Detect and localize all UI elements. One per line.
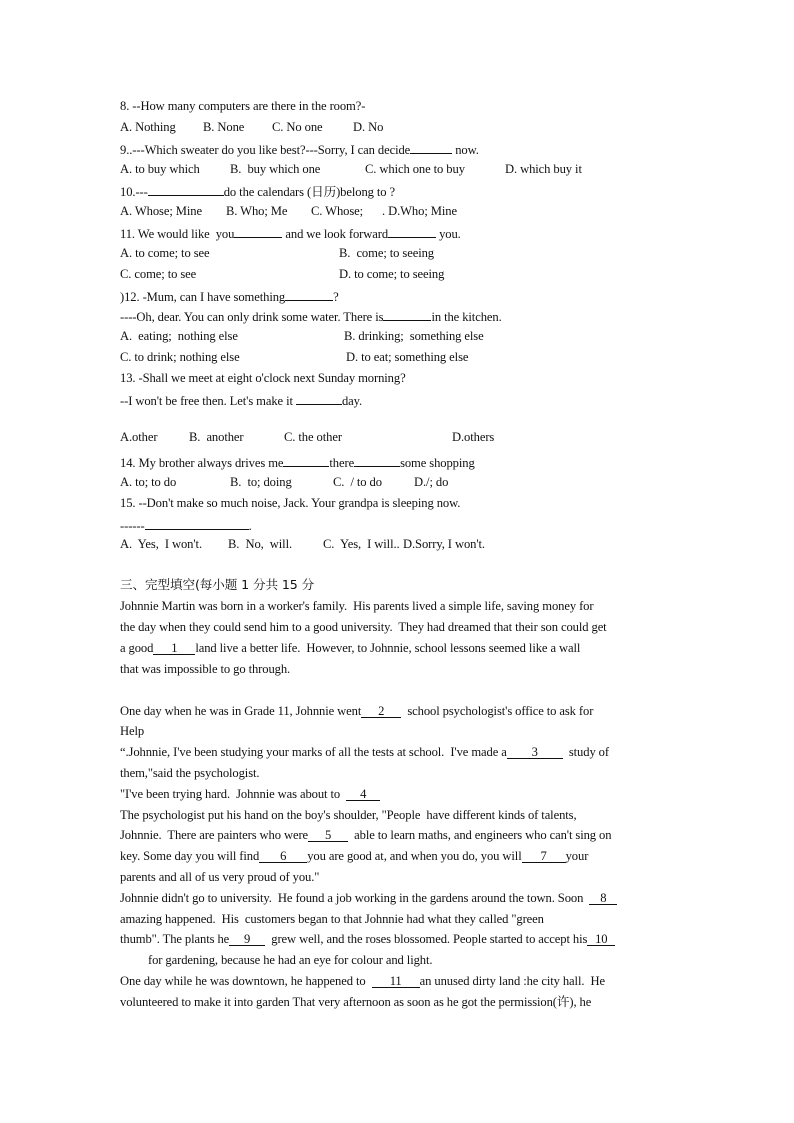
passage-line: parents and all of us very proud of you." xyxy=(120,870,320,884)
option-a: A.other xyxy=(120,430,158,444)
cloze-blank-6: 6 xyxy=(259,848,307,863)
passage-line: “.Johnnie, I've been studying your marks of all the tests at school. I've made a 3 study of xyxy=(120,745,609,759)
option-a: A. Yes, I won't. xyxy=(120,537,202,551)
answer-blank xyxy=(383,307,431,321)
option-c: C. No one xyxy=(272,120,323,134)
question-12-line2: ----Oh, dear. You can only drink some water. There is in the kitchen. xyxy=(120,307,502,325)
answer-blank xyxy=(285,287,333,301)
option-d: . D.Who; Mine xyxy=(382,204,457,218)
answer-blank xyxy=(283,453,329,467)
cloze-blank-5: 5 xyxy=(308,827,348,842)
option-b: B. No, will. xyxy=(228,537,293,551)
answer-blank xyxy=(296,391,342,405)
option-a: A. to come; to see xyxy=(120,246,210,260)
option-c: C. to drink; nothing else xyxy=(120,350,240,364)
passage-line: amazing happened. His customers began to that Johnnie had what they called "green xyxy=(120,912,544,926)
passage-line: Help xyxy=(120,724,145,738)
section-heading: 三、完型填空(每小题 1 分共 15 分 xyxy=(120,577,315,592)
option-d: D. to come; to seeing xyxy=(339,267,445,281)
cloze-blank-10: 10 xyxy=(587,931,615,946)
option-b: B. come; to seeing xyxy=(339,246,434,260)
passage-line: Johnnie Martin was born in a worker's family. His parents lived a simple life, saving money for xyxy=(120,599,594,613)
answer-blank xyxy=(410,140,452,154)
passage-line: The psychologist put his hand on the boy's shoulder, "People have different kinds of talents, xyxy=(120,808,577,822)
option-a: A. Nothing xyxy=(120,120,176,134)
answer-blank xyxy=(148,182,224,196)
option-b: B. None xyxy=(203,120,245,134)
question-15-stem: 15. --Don't make so much noise, Jack. Your grandpa is sleeping now. xyxy=(120,496,461,510)
cloze-blank-3: 3 xyxy=(507,744,563,759)
option-c: C. Yes, I will.. xyxy=(323,537,400,551)
question-13-line2: --I won't be free then. Let's make it day. xyxy=(120,391,362,409)
question-8-stem: 8. --How many computers are there in the room?- xyxy=(120,99,366,113)
option-a: A. Whose; Mine xyxy=(120,204,202,218)
passage-line: Johnnie. There are painters who were 5 able to learn maths, and engineers who can't sing on xyxy=(120,828,612,842)
passage-line: "I've been trying hard. Johnnie was about to 4 xyxy=(120,786,380,802)
passage-line: thumb". The plants he 9 grew well, and the roses blossomed. People started to accept his 10 xyxy=(120,931,615,947)
cloze-blank-2: 2 xyxy=(361,703,401,718)
cloze-blank-4: 4 xyxy=(346,786,380,801)
question-13-stem: 13. -Shall we meet at eight o'clock next Sunday morning? xyxy=(120,371,406,385)
question-10-stem: 10.--- do the calendars (日历)belong to ? xyxy=(120,182,395,200)
cloze-blank-11: 11 xyxy=(372,973,420,988)
question-12-stem: )12. -Mum, can I have something ? xyxy=(120,287,339,305)
passage-line: One day while he was downtown, he happened to 11 an unused dirty land :he city hall. He xyxy=(120,974,605,988)
question-15-line2: ------ . xyxy=(120,516,252,534)
cloze-blank-1: 1 xyxy=(153,640,195,655)
option-a: A. to buy which xyxy=(120,162,200,176)
option-c: C. come; to see xyxy=(120,267,197,281)
passage-line: volunteered to make it into garden That very afternoon as soon as he got the permission(许), he xyxy=(120,995,592,1009)
option-b: B. Who; Me xyxy=(226,204,288,218)
option-d: D. which buy it xyxy=(505,162,582,176)
answer-blank xyxy=(234,224,282,238)
option-b: B. drinking; something else xyxy=(344,329,484,343)
option-a: A. to; to do xyxy=(120,475,177,489)
cloze-blank-8: 8 xyxy=(589,890,617,905)
answer-blank xyxy=(354,453,400,467)
cloze-blank-7: 7 xyxy=(522,848,566,863)
passage-line: them,"said the psychologist. xyxy=(120,766,260,780)
question-11-stem: 11. We would like you and we look forward you. xyxy=(120,224,461,242)
passage-line: the day when they could send him to a good university. They had dreamed that their son could get xyxy=(120,620,607,634)
option-d: D.Sorry, I won't. xyxy=(403,537,485,551)
option-b: B. another xyxy=(189,430,244,444)
passage-line: One day when he was in Grade 11, Johnnie went 2 school psychologist's office to ask for xyxy=(120,704,594,718)
question-14-stem: 14. My brother always drives me there some shopping xyxy=(120,453,475,471)
option-d: D./; do xyxy=(414,475,449,489)
option-d: D. No xyxy=(353,120,384,134)
passage-line: Johnnie didn't go to university. He found a job working in the gardens around the town. Soon 8 xyxy=(120,890,617,906)
option-c: C. which one to buy xyxy=(365,162,465,176)
option-a: A. eating; nothing else xyxy=(120,329,238,343)
option-b: B. buy which one xyxy=(230,162,321,176)
option-c: C. / to do xyxy=(333,475,382,489)
passage-line: for gardening, because he had an eye for colour and light. xyxy=(148,953,433,967)
option-d: D.others xyxy=(452,430,495,444)
cloze-blank-9: 9 xyxy=(229,931,265,946)
passage-line: a good 1 land live a better life. However, to Johnnie, school lessons seemed like a wall xyxy=(120,641,581,655)
option-c: C. the other xyxy=(284,430,342,444)
option-d: D. to eat; something else xyxy=(346,350,469,364)
question-9-stem: 9..---Which sweater do you like best?---Sorry, I can decide now. xyxy=(120,140,479,158)
answer-blank xyxy=(388,224,436,238)
passage-line: key. Some day you will find 6 you are good at, and when you do, you will 7 your xyxy=(120,849,589,863)
passage-line: that was impossible to go through. xyxy=(120,662,291,676)
option-c: C. Whose; xyxy=(311,204,364,218)
answer-blank xyxy=(145,516,249,530)
option-b: B. to; doing xyxy=(230,475,292,489)
